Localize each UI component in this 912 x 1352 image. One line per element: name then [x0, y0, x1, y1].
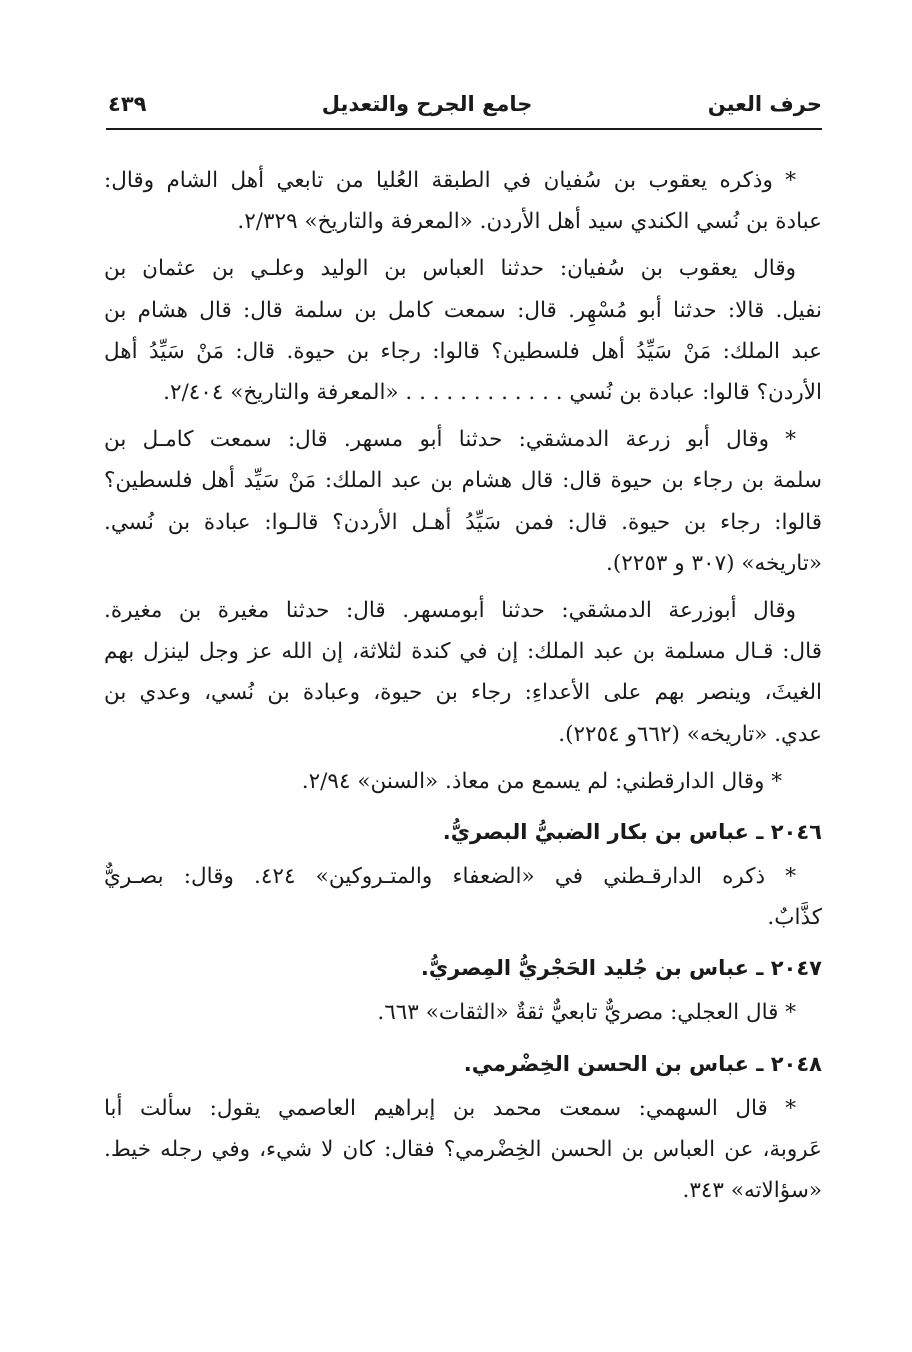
text-line: * قال العجلي: مصريٌّ تابعيٌّ ثقةٌ «الثقات» ٦٦٣. — [377, 1000, 796, 1026]
text-line: عَروبة، عن العباس بن الحسن الخِضْرمي؟ فقال: كان لا شيء، وفي رجله خيط. — [104, 1136, 822, 1162]
entry-title: ٢٠٤٦ ـ عباس بن بكار الضبيُّ البصريُّ. — [442, 820, 822, 845]
text-line: عدي. «تاريخه» (٦٦٢و ٢٢٥٤). — [558, 721, 822, 747]
paragraph — [104, 248, 822, 413]
text-line: سلمة بن رجاء بن حيوة قال: قال هشام بن عبد الملك: مَنْ سَيِّد أهل فلسطين؟ — [104, 468, 822, 494]
text-line: وقال أبوزرعة الدمشقي: حدثنا أبومسهر. قال: حدثنا مغيرة بن مغيرة. — [104, 598, 796, 624]
text-line: قال: قـال مسلمة بن عبد الملك: إن في كندة لثلاثة، إن الله عز وجل لينزل بهم — [104, 639, 822, 665]
entry-body — [104, 992, 822, 1033]
entry-title: ٢٠٤٨ ـ عباس بن الحسن الخِضْرمي. — [463, 1051, 822, 1076]
page-body — [104, 160, 822, 1217]
text-line: * وقال الدارقطني: لم يسمع من معاذ. «السنن» ٢/٩٤. — [301, 768, 782, 794]
text-line: الأردن؟ قالوا: عبادة بن نُسي . . . . . . . . . . . . «المعرفة والتاريخ» ٢/٤٠٤. — [163, 380, 822, 406]
text-line: عبادة بن نُسي الكندي سيد أهل الأردن. «المعرفة والتاريخ» ٢/٣٢٩. — [237, 209, 822, 235]
entry-body — [104, 856, 822, 938]
text-line: عبد الملك: مَنْ سَيِّدُ أهل فلسطين؟ قالوا: رجاء بن حيوة. قال: مَنْ سَيِّدُ أهل — [104, 338, 822, 364]
paragraph — [104, 419, 822, 584]
text-line: «سؤالاته» ٣٤٣. — [682, 1178, 822, 1204]
book-title: جامع الجرح والتعديل — [321, 92, 533, 116]
page-number: ٤٣٩ — [108, 92, 147, 116]
text-line: نفيل. قالا: حدثنا أبو مُسْهِر. قال: سمعت كامل بن سلمة قال: قال هشام بن — [104, 297, 822, 323]
chapter-title: حرف العين — [707, 92, 822, 116]
text-line: وقال يعقوب بن سُفيان: حدثنا العباس بن الوليد وعلـي بن عثمان بن — [104, 256, 796, 282]
text-line: «تاريخه» (٣٠٧ و ٢٢٥٣). — [606, 550, 822, 576]
text-line: * وقال أبو زرعة الدمشقي: حدثنا أبو مسهر. قال: سمعت كامـل بن — [104, 427, 796, 453]
paragraph — [104, 761, 822, 802]
text-line: * ذكره الدارقـطني في «الضعفاء والمتـروكين» ٤٢٤. وقال: بصـريٌّ — [104, 864, 796, 890]
paragraph — [104, 160, 822, 242]
text-line: * وذكره يعقوب بن سُفيان في الطبقة العُليا من تابعي أهل الشام وقال: — [104, 168, 796, 193]
text-line: قالوا: رجاء بن حيوة. قال: فمن سَيِّدُ أهـل الأردن؟ قالـوا: عبادة بن نُسي. — [104, 509, 822, 535]
paragraph — [104, 590, 822, 755]
text-line: * قال السهمي: سمعت محمد بن إبراهيم العاصمي يقول: سألت أبا — [104, 1095, 796, 1121]
running-header — [108, 86, 822, 122]
text-line: الغيثَ، وينصر بهم على الأعداءِ: رجاء بن حيوة، وعبادة بن نُسي، وعدي بن — [104, 680, 822, 706]
entry-title: ٢٠٤٧ ـ عباس بن جُليد الحَجْريُّ المِصريُّ. — [420, 956, 822, 981]
header-rule — [106, 128, 822, 130]
entry-body — [104, 1088, 822, 1212]
text-line: كذَّابٌ. — [767, 905, 822, 931]
